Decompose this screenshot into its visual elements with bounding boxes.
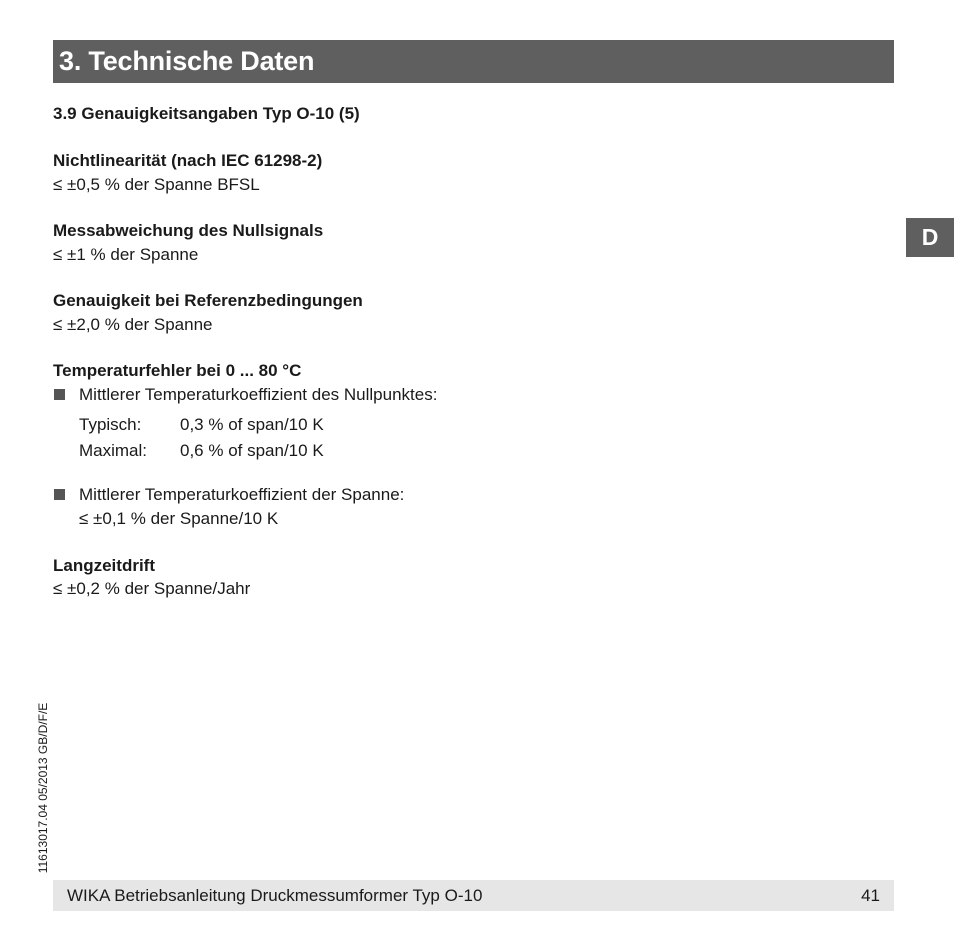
maximal-label: Maximal:	[79, 441, 148, 460]
nonlinearity-heading: Nichtlinearität (nach IEC 61298-2)	[53, 151, 323, 170]
language-tab: D	[906, 218, 954, 257]
subsection-title: 3.9 Genauigkeitsangaben Typ O-10 (5)	[53, 104, 360, 123]
zero-coefficient-text: Mittlerer Temperaturkoeffizient des Nullpunktes:	[79, 385, 438, 404]
typical-label: Typisch:	[79, 415, 142, 434]
maximal-value: 0,6 % of span/10 K	[180, 441, 324, 460]
span-coefficient-text: Mittlerer Temperaturkoeffizient der Spanne:	[79, 485, 405, 504]
section-header-bar	[53, 40, 894, 83]
zero-deviation-heading: Messabweichung des Nullsignals	[53, 221, 324, 240]
span-coefficient-value: ≤ ±0,1 % der Spanne/10 K	[79, 509, 279, 528]
footer-text: WIKA Betriebsanleitung Druckmessumformer Typ O-10	[67, 885, 483, 905]
page-number: 41	[861, 885, 880, 905]
zero-deviation-value: ≤ ±1 % der Spanne	[53, 245, 199, 264]
accuracy-heading: Genauigkeit bei Referenzbedingungen	[53, 291, 363, 310]
document-number: 11613017.04 05/2013 GB/D/F/E	[36, 702, 50, 874]
drift-heading: Langzeitdrift	[53, 556, 155, 575]
drift-value: ≤ ±0,2 % der Spanne/Jahr	[53, 579, 251, 598]
temperature-heading: Temperaturfehler bei 0 ... 80 °C	[53, 361, 302, 380]
footer-bar	[53, 880, 894, 911]
square-bullet-icon	[54, 389, 65, 400]
page-title: 3. Technische Daten	[59, 46, 315, 76]
typical-value: 0,3 % of span/10 K	[180, 415, 324, 434]
nonlinearity-value: ≤ ±0,5 % der Spanne BFSL	[53, 175, 260, 194]
accuracy-value: ≤ ±2,0 % der Spanne	[53, 315, 213, 334]
square-bullet-icon	[54, 489, 65, 500]
